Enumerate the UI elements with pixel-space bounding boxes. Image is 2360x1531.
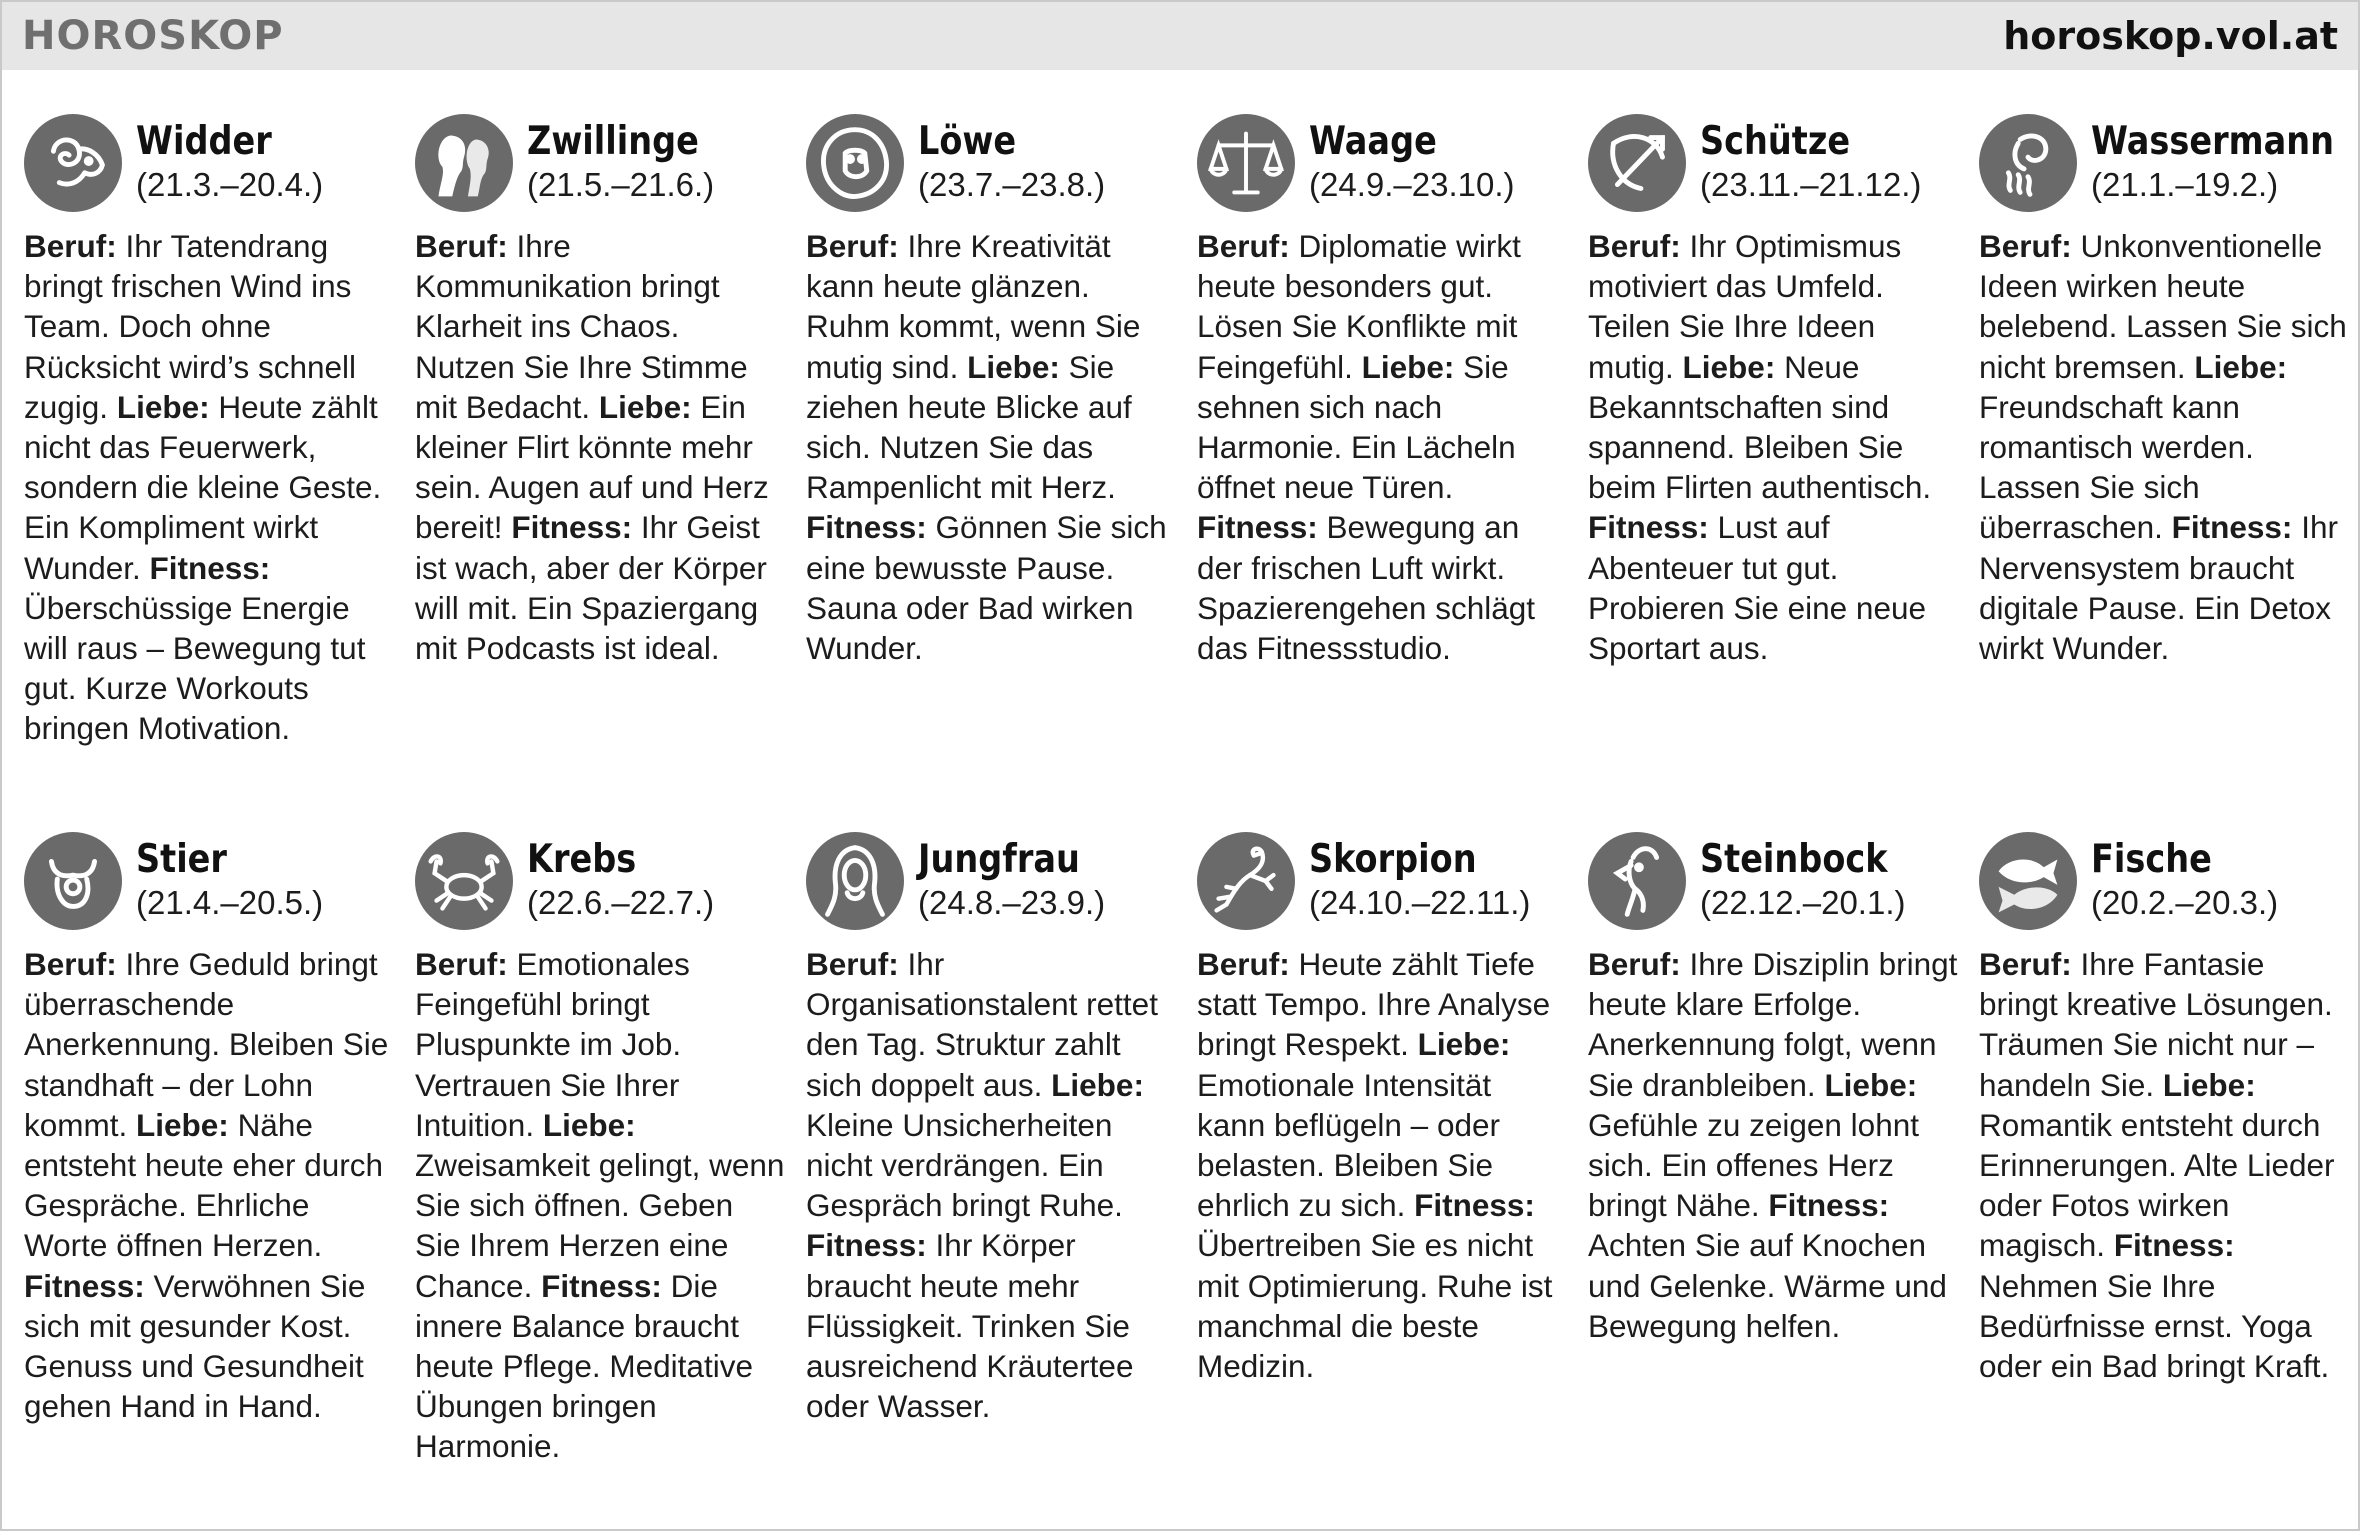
job-label: Beruf: (415, 946, 508, 982)
job-label: Beruf: (1588, 946, 1681, 982)
job-text: Ihre Kommunikation bringt Klarheit ins Chaos. Nutzen Sie Ihre Stimme mit Bedacht. (415, 228, 748, 425)
love-text: Neue Bekanntschaften sind spannend. Bleiben Sie beim Flirten authentisch. (1588, 348, 1932, 506)
fitness-label: Fitness: (1197, 509, 1318, 546)
love-label: Liebe: (967, 348, 1060, 385)
fitness-text: Ihr Körper braucht heute mehr Flüssigkeit. Trinken Sie ausreichend Kräutertee oder Wasser. (806, 1227, 1134, 1425)
sign-text (415, 226, 785, 668)
job-label: Beruf: (1197, 946, 1290, 982)
job-text: Ihr Optimismus motiviert das Umfeld. Teilen Sie Ihre Ideen mutig. (1588, 228, 1902, 385)
job-label: Beruf: (1979, 946, 2072, 982)
love-label: Liebe: (1361, 348, 1455, 385)
sign-text (415, 944, 785, 1467)
sign-card-stier (24, 832, 394, 1426)
sign-name: Widder (136, 119, 272, 164)
fitness-label: Fitness: (2113, 1227, 2235, 1264)
sign-dates: (20.2.–20.3.) (2091, 884, 2279, 921)
sign-card-krebs (415, 832, 785, 1467)
sign-dates: (21.3.–20.4.) (136, 166, 324, 203)
fitness-label: Fitness: (1768, 1187, 1890, 1224)
job-label: Beruf: (24, 946, 117, 982)
job-label: Beruf: (1588, 228, 1681, 264)
fitness-label: Fitness: (806, 1227, 927, 1264)
sign-dates: (22.12.–20.1.) (1700, 884, 1906, 921)
sign-dates: (22.6.–22.7.) (527, 884, 715, 921)
fitness-label: Fitness: (2171, 509, 2293, 546)
sign-name: Wassermann (2091, 119, 2334, 164)
sign-text (1588, 944, 1958, 1346)
header-bar (2, 2, 2358, 70)
fish-icon (1979, 832, 2077, 930)
sign-name: Waage (1309, 119, 1437, 164)
goat-icon (1588, 832, 1686, 930)
fitness-label: Fitness: (24, 1267, 145, 1304)
love-label: Liebe: (598, 388, 692, 425)
horoscope-grid (2, 70, 2358, 1529)
job-label: Beruf: (1197, 228, 1290, 264)
site-url: horoskop.vol.at (2003, 14, 2338, 58)
sign-dates: (24.9.–23.10.) (1309, 166, 1515, 203)
sign-dates: (24.10.–22.11.) (1309, 884, 1531, 921)
sign-name: Jungfrau (918, 837, 1080, 882)
fitness-text: Bewegung an der frischen Luft wirkt. Spazierengehen schlägt das Fitnessstudio. (1197, 509, 1535, 667)
sign-dates: (23.11.–21.12.) (1700, 166, 1922, 203)
ram-icon (24, 114, 122, 212)
sign-dates: (23.7.–23.8.) (918, 166, 1106, 203)
sign-text (806, 226, 1176, 668)
sign-text (1979, 944, 2349, 1386)
bull-icon (24, 832, 122, 930)
job-label: Beruf: (806, 946, 899, 982)
sign-card-steinbock (1588, 832, 1958, 1346)
sign-name: Schütze (1700, 119, 1851, 164)
job-text: Ihr Tatendrang bringt frischen Wind ins Team. Doch ohne Rücksicht wird’s schnell zugig. (24, 228, 357, 425)
twins-icon (415, 114, 513, 212)
fitness-text: Übertreiben Sie es nicht mit Optimierung. Ruhe ist manchmal die beste Medizin. (1197, 1227, 1553, 1385)
job-text: Ihr Organisationstalent rettet den Tag. Struktur zahlt sich doppelt aus. (806, 946, 1158, 1103)
sign-card-wassermann (1979, 114, 2349, 668)
love-text: Sie sehnen sich nach Harmonie. Ein Lächeln öffnet neue Türen. (1197, 348, 1516, 506)
fitness-label: Fitness: (1588, 509, 1709, 546)
scales-icon (1197, 114, 1295, 212)
love-label: Liebe: (116, 388, 210, 425)
virgin-icon (806, 832, 904, 930)
sign-card-waage (1197, 114, 1567, 668)
fitness-label: Fitness: (149, 549, 271, 586)
job-text: Heute zählt Tiefe statt Tempo. Ihre Analyse bringt Respekt. (1197, 946, 1551, 1063)
fitness-text: Ihr Geist ist wach, aber der Körper will mit. Ein Spaziergang mit Podcasts ist ideal. (415, 509, 767, 667)
love-text: Gefühle zu zeigen lohnt sich. Ein offenes Herz bringt Nähe. (1588, 1106, 1919, 1224)
love-label: Liebe: (2162, 1066, 2256, 1103)
job-text: Ihre Geduld bringt überraschende Anerkennung. Bleiben Sie standhaft – der Lohn kommt. (24, 946, 389, 1143)
sign-text (806, 944, 1176, 1426)
fitness-text: Lust auf Abenteuer tut gut. Probieren Sie eine neue Sportart aus. (1588, 509, 1926, 667)
fitness-text: Die innere Balance braucht heute Pflege. Meditative Übungen bringen Harmonie. (415, 1267, 753, 1465)
scorpion-icon (1197, 832, 1295, 930)
love-text: Ein kleiner Flirt könnte mehr sein. Augen auf und Herz bereit! (415, 388, 769, 546)
fitness-text: Achten Sie auf Knochen und Gelenke. Wärme und Bewegung helfen. (1588, 1227, 1947, 1344)
job-label: Beruf: (415, 228, 508, 264)
love-label: Liebe: (2194, 348, 2288, 385)
love-text: Sie ziehen heute Blicke auf sich. Nutzen Sie das Rampenlicht mit Herz. (806, 348, 1132, 506)
sign-text (24, 944, 394, 1426)
sign-text (1588, 226, 1958, 668)
sign-text (1197, 944, 1567, 1386)
lion-icon (806, 114, 904, 212)
job-text: Emotionales Feingefühl bringt Pluspunkte im Job. Vertrauen Sie Ihrer Intuition. (415, 946, 690, 1143)
love-label: Liebe: (1417, 1026, 1511, 1063)
sign-card-loewe (806, 114, 1176, 668)
sign-card-zwillinge (415, 114, 785, 668)
sign-card-widder (24, 114, 394, 749)
sign-name: Steinbock (1700, 837, 1888, 882)
job-text: Ihre Disziplin bringt heute klare Erfolge. Anerkennung folgt, wenn Sie dranbleiben. (1588, 946, 1958, 1103)
sign-dates: (21.5.–21.6.) (527, 166, 715, 203)
sign-text (24, 226, 394, 749)
sign-name: Zwillinge (527, 119, 699, 164)
love-text: Emotionale Intensität kann beflügeln – oder belasten. Bleiben Sie ehrlich zu sich. (1197, 1066, 1500, 1224)
job-text: Ihre Fantasie bringt kreative Lösungen. Träumen Sie nicht nur – handeln Sie. (1979, 946, 2333, 1103)
fitness-text: Nehmen Sie Ihre Bedürfnisse ernst. Yoga oder ein Bad bringt Kraft. (1979, 1267, 2330, 1385)
sign-card-fische (1979, 832, 2349, 1386)
sign-card-jungfrau (806, 832, 1176, 1426)
fitness-text: Gönnen Sie sich eine bewusste Pause. Sauna oder Bad wirken Wunder. (806, 509, 1167, 667)
fitness-label: Fitness: (511, 509, 633, 546)
water-bearer-icon (1979, 114, 2077, 212)
love-label: Liebe: (136, 1106, 229, 1143)
love-text: Heute zählt nicht das Feuerwerk, sondern die kleine Geste. Ein Kompliment wirkt Wunder. (24, 388, 382, 586)
archer-icon (1588, 114, 1686, 212)
love-text: Nähe entsteht heute eher durch Gespräche. Ehrliche Worte öffnen Herzen. (24, 1106, 384, 1264)
sign-name: Fische (2091, 837, 2212, 882)
job-text: Diplomatie wirkt heute besonders gut. Lösen Sie Konflikte mit Feingefühl. (1197, 228, 1521, 385)
love-text: Freundschaft kann romantisch werden. Lassen Sie sich überraschen. (1979, 388, 2254, 546)
love-text: Romantik entsteht durch Erinnerungen. Alte Lieder oder Fotos wirken magisch. (1979, 1106, 2335, 1264)
sign-text (1979, 226, 2349, 668)
fitness-label: Fitness: (541, 1267, 662, 1304)
job-text: Unkonventionelle Ideen wirken heute belebend. Lassen Sie sich nicht bremsen. (1979, 228, 2347, 385)
sign-dates: (21.1.–19.2.) (2091, 166, 2279, 203)
fitness-text: Verwöhnen Sie sich mit gesunder Kost. Genuss und Gesundheit gehen Hand in Hand. (24, 1267, 366, 1425)
love-label: Liebe: (1051, 1066, 1144, 1103)
fitness-label: Fitness: (806, 509, 927, 546)
sign-dates: (21.4.–20.5.) (136, 884, 324, 921)
sign-text (1197, 226, 1567, 668)
page-title: HOROSKOP (22, 13, 284, 59)
sign-card-skorpion (1197, 832, 1567, 1386)
love-label: Liebe: (1824, 1066, 1918, 1103)
sign-name: Löwe (918, 119, 1017, 164)
sign-dates: (24.8.–23.9.) (918, 884, 1106, 921)
love-label: Liebe: (542, 1106, 636, 1143)
sign-name: Stier (136, 837, 227, 882)
love-label: Liebe: (1682, 348, 1776, 385)
love-text: Zweisamkeit gelingt, wenn Sie sich öffnen. Geben Sie Ihrem Herzen eine Chance. (415, 1147, 785, 1304)
fitness-text: Ihr Nervensystem braucht digitale Pause. Ein Detox wirkt Wunder. (1979, 509, 2338, 667)
job-label: Beruf: (24, 228, 117, 264)
job-label: Beruf: (806, 228, 899, 264)
fitness-text: Überschüssige Energie will raus – Bewegung tut gut. Kurze Workouts bringen Motivation. (24, 589, 366, 747)
crab-icon (415, 832, 513, 930)
fitness-label: Fitness: (1414, 1187, 1535, 1224)
sign-card-schuetze (1588, 114, 1958, 668)
love-text: Kleine Unsicherheiten nicht verdrängen. Ein Gespräch bringt Ruhe. (806, 1106, 1123, 1224)
sign-name: Krebs (527, 837, 637, 882)
job-label: Beruf: (1979, 228, 2072, 264)
sign-name: Skorpion (1309, 837, 1477, 882)
job-text: Ihre Kreativität kann heute glänzen. Ruhm kommt, wenn Sie mutig sind. (806, 228, 1141, 385)
